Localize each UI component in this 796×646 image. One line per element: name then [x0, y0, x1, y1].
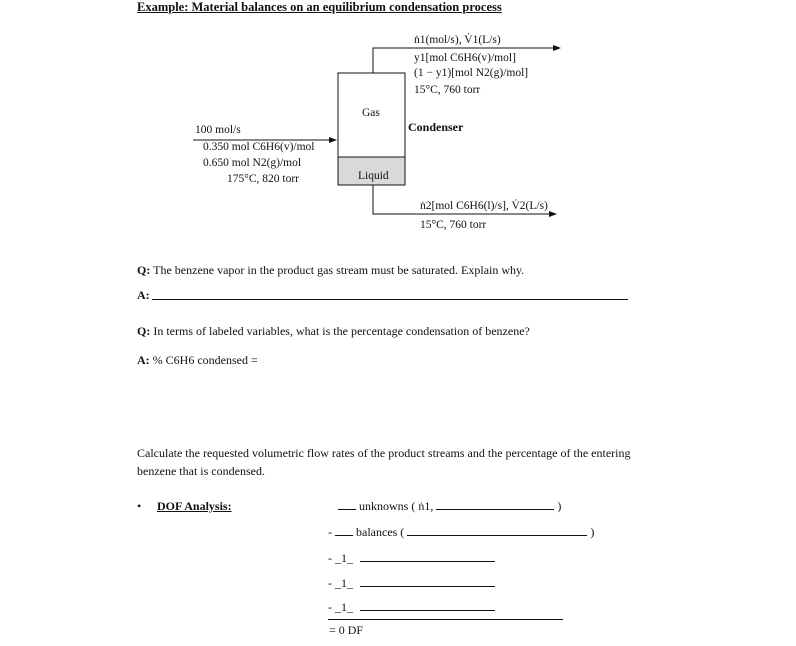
feed-line2: 0.350 mol C6H6(v)/mol — [203, 141, 315, 153]
q1-text: The benzene vapor in the product gas stream must be saturated. Explain why. — [153, 263, 525, 277]
row-2-prefix: - _1_ — [328, 576, 353, 590]
answer-2 — [137, 353, 258, 368]
dof-bullet: • — [137, 499, 142, 513]
row-1-prefix: - _1_ — [328, 551, 353, 565]
balances-label: balances ( — [356, 525, 405, 539]
unknowns-close: ) — [557, 499, 562, 513]
a2-label: A: — [137, 353, 150, 367]
a1-label: A: — [137, 288, 150, 302]
calc-line2: benzene that is condensed. — [137, 464, 265, 478]
gas-label: Gas — [362, 107, 380, 119]
row-3-blank[interactable] — [360, 609, 495, 611]
row-2-blank[interactable] — [360, 585, 495, 587]
dof-row-1 — [328, 551, 495, 566]
q2-label: Q: — [137, 324, 151, 338]
feed-line4: 175°C, 820 torr — [227, 173, 299, 185]
liquid-out-line1: ṅ2[mol C6H6(l)/s], V̇2(L/s) — [420, 200, 548, 212]
dof-row-3 — [328, 600, 495, 615]
unknowns-list-blank[interactable] — [436, 508, 554, 510]
condenser-label: Condenser — [408, 120, 464, 134]
gas-out-line3: (1 − y1)[mol N2(g)/mol] — [414, 67, 529, 79]
q1-label: Q: — [137, 263, 151, 277]
balances-prefix: - — [328, 525, 332, 539]
gas-out-line2: y1[mol C6H6(v)/mol] — [414, 52, 516, 64]
calc-line1: Calculate the requested volumetric flow rates of the product streams and the percentage of the entering — [137, 446, 631, 460]
balances-blank[interactable] — [335, 534, 353, 536]
row-3-prefix: - _1_ — [328, 600, 353, 614]
balances-close: ) — [590, 525, 595, 539]
dof-unknowns-row — [338, 499, 561, 514]
dof-balances-row — [328, 525, 594, 540]
feed-line3: 0.650 mol N2(g)/mol — [203, 157, 302, 169]
liquid-label: Liquid — [358, 170, 389, 182]
unknowns-blank[interactable] — [338, 508, 356, 510]
balances-list-blank[interactable] — [407, 534, 587, 536]
dof-row-2 — [328, 576, 495, 591]
question-1 — [137, 263, 524, 278]
dof-heading: DOF Analysis: — [157, 499, 232, 513]
page-title: Example: Material balances on an equilibrium condensation process — [137, 0, 502, 14]
feed-line1: 100 mol/s — [195, 124, 241, 136]
unknowns-var: ṅ1, — [418, 499, 434, 513]
a2-text: % C6H6 condensed = — [152, 353, 258, 367]
answer-1-line[interactable] — [152, 299, 628, 300]
gas-out-line1: ṅ1(mol/s), V̇1(L/s) — [414, 34, 501, 46]
row-1-blank[interactable] — [360, 560, 495, 562]
liquid-out-line2: 15°C, 760 torr — [420, 219, 487, 231]
unknowns-label: unknowns ( — [359, 499, 416, 513]
gas-out-line4: 15°C, 760 torr — [414, 84, 481, 96]
dof-result: = 0 DF — [329, 623, 364, 637]
question-2 — [137, 324, 530, 339]
dof-total-rule — [328, 619, 563, 620]
q2-text: In terms of labeled variables, what is the percentage condensation of benzene? — [153, 324, 530, 338]
